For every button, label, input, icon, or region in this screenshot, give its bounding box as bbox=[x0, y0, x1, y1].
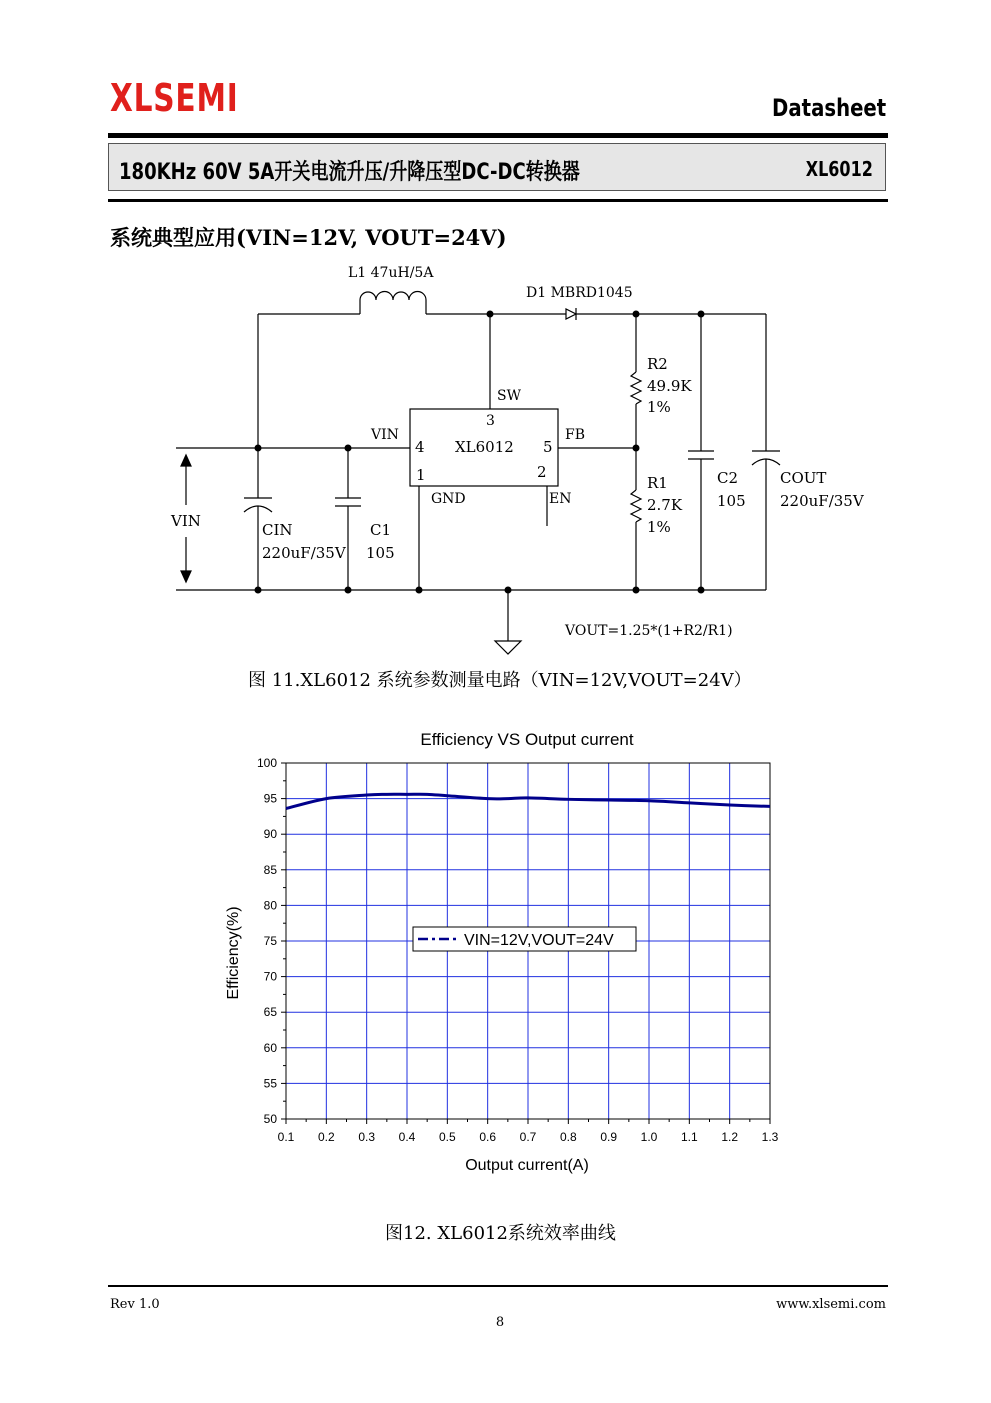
l1-label: L1 47uH/5A bbox=[348, 265, 434, 281]
pin1-label: 1 bbox=[416, 466, 426, 484]
x-tick-label: 1.3 bbox=[761, 1130, 779, 1144]
vout-formula: VOUT=1.25*(1+R2/R1) bbox=[565, 623, 733, 639]
pin4-label: 4 bbox=[415, 438, 425, 456]
x-tick-label: 0.4 bbox=[398, 1130, 416, 1144]
x-axis-label: Output current(A) bbox=[465, 1157, 589, 1174]
footer-website: www.xlsemi.com bbox=[776, 1297, 886, 1312]
x-tick-label: 0.3 bbox=[358, 1130, 376, 1144]
gnd-label: GND bbox=[431, 491, 466, 507]
x-tick-label: 0.1 bbox=[277, 1130, 295, 1144]
company-logo: XLSEMI bbox=[110, 76, 239, 120]
x-tick-label: 0.8 bbox=[559, 1130, 577, 1144]
x-tick-label: 1.0 bbox=[640, 1130, 658, 1144]
y-tick-label: 65 bbox=[263, 1005, 277, 1020]
x-tick-label: 1.1 bbox=[680, 1130, 698, 1144]
c1-value: 105 bbox=[366, 544, 395, 562]
c2-value: 105 bbox=[717, 492, 746, 510]
chip-label: XL6012 bbox=[455, 438, 514, 456]
y-tick-label: 75 bbox=[263, 934, 277, 948]
r1-value: 2.7K bbox=[647, 496, 683, 514]
footer-revision: Rev 1.0 bbox=[110, 1297, 160, 1312]
figure-11-caption: 图 11.XL6012 系统参数测量电路（VIN=12V,VOUT=24V） bbox=[248, 670, 752, 691]
section-heading: 系统典型应用(VIN=12V, VOUT=24V) bbox=[110, 225, 507, 250]
y-tick-label: 100 bbox=[256, 756, 277, 770]
legend-label: VIN=12V,VOUT=24V bbox=[464, 932, 614, 949]
y-tick-label: 55 bbox=[263, 1076, 277, 1091]
r2-value: 49.9K bbox=[647, 377, 692, 395]
efficiency-chart bbox=[200, 720, 800, 1200]
circuit-schematic bbox=[0, 0, 991, 700]
document-title: 180KHz 60V 5A开关电流升压/升降压型DC-DC转换器 bbox=[119, 160, 580, 185]
r1-name: R1 bbox=[647, 474, 668, 492]
x-tick-label: 0.7 bbox=[519, 1130, 537, 1144]
chart-legend bbox=[413, 927, 636, 951]
y-tick-label: 90 bbox=[263, 827, 277, 842]
doc-type-label: Datasheet bbox=[771, 94, 886, 122]
x-tick-label: 0.6 bbox=[479, 1130, 497, 1144]
r1-tolerance: 1% bbox=[647, 518, 671, 536]
cin-name: CIN bbox=[262, 521, 293, 539]
x-tick-label: 0.2 bbox=[317, 1130, 335, 1144]
ic-vin-label: VIN bbox=[371, 427, 399, 443]
y-tick-label: 95 bbox=[263, 791, 277, 806]
pin2-label: 2 bbox=[537, 463, 547, 481]
y-tick-label: 70 bbox=[263, 969, 277, 984]
footer-rule bbox=[108, 1285, 888, 1287]
y-tick-label: 80 bbox=[263, 898, 277, 913]
x-tick-label: 1.2 bbox=[721, 1130, 739, 1144]
vin-input-label: VIN bbox=[171, 512, 201, 530]
footer-page-number: 8 bbox=[495, 1315, 505, 1330]
y-tick-label: 50 bbox=[263, 1112, 277, 1126]
x-tick-label: 0.9 bbox=[600, 1130, 618, 1144]
pin3-label: 3 bbox=[486, 413, 495, 429]
r2-name: R2 bbox=[647, 355, 668, 373]
d1-label: D1 MBRD1045 bbox=[526, 285, 633, 301]
y-tick-label: 85 bbox=[263, 862, 277, 877]
pin5-label: 5 bbox=[543, 438, 553, 456]
c2-name: C2 bbox=[717, 469, 739, 487]
c1-name: C1 bbox=[370, 521, 392, 539]
sw-label: SW bbox=[497, 388, 521, 404]
y-tick-label: 60 bbox=[263, 1040, 277, 1055]
cout-value: 220uF/35V bbox=[780, 492, 864, 510]
fb-label: FB bbox=[565, 427, 586, 443]
part-number: XL6012 bbox=[805, 157, 873, 181]
cin-value: 220uF/35V bbox=[262, 544, 346, 562]
en-label: EN bbox=[549, 491, 572, 507]
y-axis-label: Efficiency(%) bbox=[225, 906, 242, 1000]
r2-tolerance: 1% bbox=[647, 398, 671, 416]
chart-title: Efficiency VS Output current bbox=[420, 730, 634, 749]
cout-name: COUT bbox=[780, 469, 827, 487]
x-tick-label: 0.5 bbox=[438, 1130, 456, 1144]
figure-12-caption: 图12. XL6012系统效率曲线 bbox=[385, 1223, 616, 1244]
